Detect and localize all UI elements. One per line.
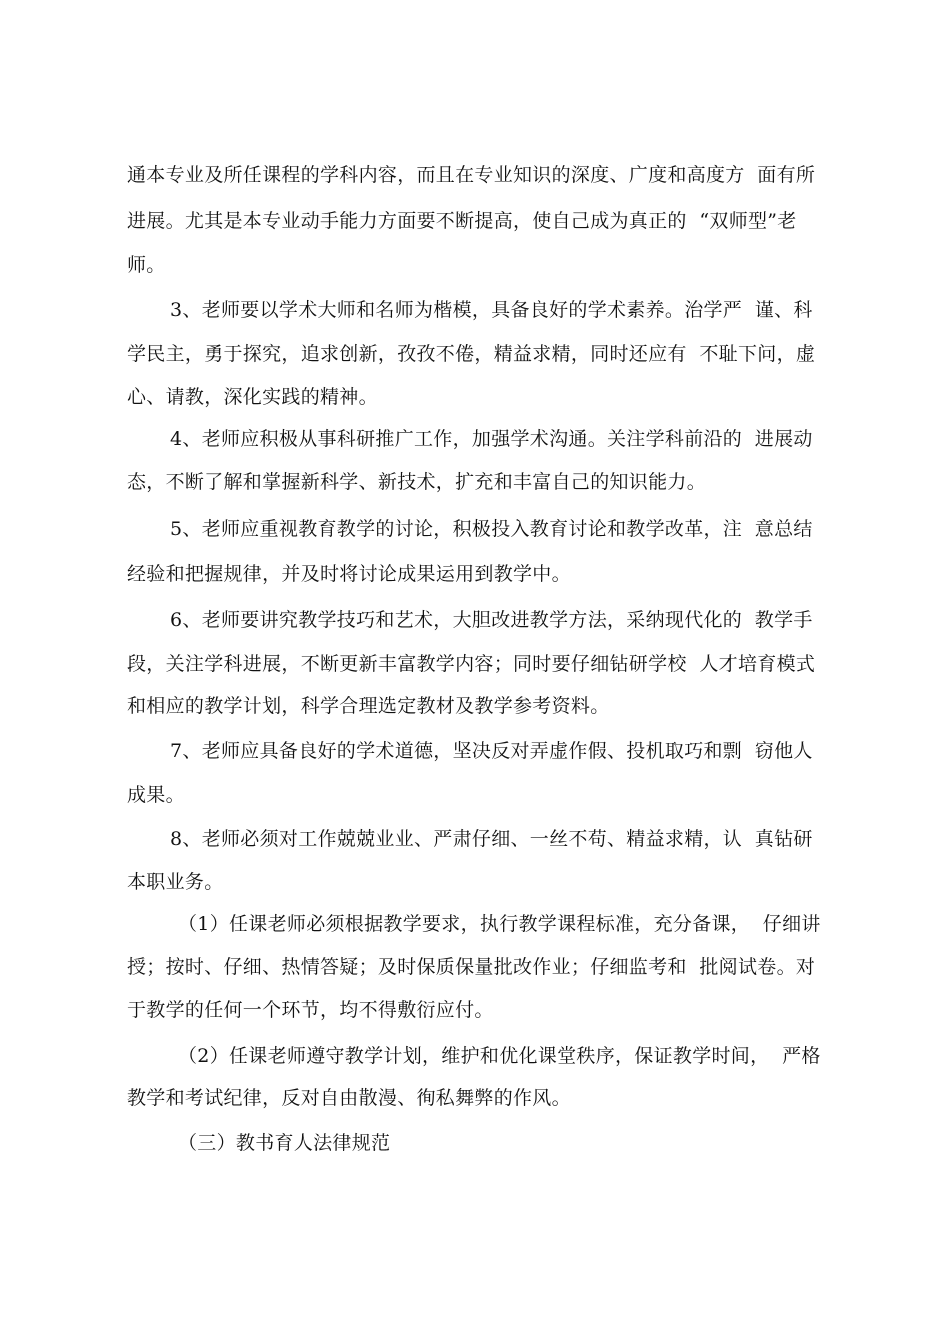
text-line: 授；按时、仔细、热情答疑；及时保质保量批改作业；仔细监考和 批阅试卷。对 [127, 956, 816, 978]
text-line: 心、请教，深化实践的精神。 [127, 386, 378, 408]
text-line: 于教学的任何一个环节，均不得敷衍应付。 [127, 999, 494, 1021]
section-heading: （三）教书育人法律规范 [178, 1132, 391, 1154]
text-line: 学民主，勇于探究，追求创新，孜孜不倦，精益求精，同时还应有 不耻下问，虚 [127, 343, 816, 365]
paragraph-6-start: 6、老师要讲究教学技巧和艺术，大胆改进教学方法，采纳现代化的 教学手 [170, 609, 813, 631]
text-line: 通本专业及所任课程的学科内容，而且在专业知识的深度、广度和高度方 面有所 [127, 164, 816, 186]
text-line: 态，不断了解和掌握新科学、新技术，扩充和丰富自己的知识能力。 [127, 471, 707, 493]
item-1-start: （1）任课老师必须根据教学要求，执行教学课程标准，充分备课， 仔细讲 [178, 913, 821, 935]
text-line: 和相应的教学计划，科学合理选定教材及教学参考资料。 [127, 695, 610, 717]
text-line: 教学和考试纪律，反对自由散漫、徇私舞弊的作风。 [127, 1087, 571, 1109]
text-line: 成果。 [127, 784, 185, 806]
text-line: 经验和把握规律，并及时将讨论成果运用到教学中。 [127, 563, 571, 585]
item-2-start: （2）任课老师遵守教学计划，维护和优化课堂秩序，保证教学时间， 严格 [178, 1045, 821, 1067]
paragraph-5-start: 5、老师应重视教育教学的讨论，积极投入教育讨论和教学改革，注 意总结 [170, 518, 813, 540]
paragraph-8-start: 8、老师必须对工作兢兢业业、严肃仔细、一丝不苟、精益求精，认 真钻研 [170, 828, 813, 850]
text-line: 本职业务。 [127, 871, 224, 893]
text-line: 段，关注学科进展，不断更新丰富教学内容；同时要仔细钻研学校 人才培育模式 [127, 653, 816, 675]
paragraph-7-start: 7、老师应具备良好的学术道德，坚决反对弄虚作假、投机取巧和剽 窃他人 [170, 740, 813, 762]
paragraph-4-start: 4、老师应积极从事科研推广工作，加强学术沟通。关注学科前沿的 进展动 [170, 428, 813, 450]
text-line: 进展。尤其是本专业动手能力方面要不断提高，使自己成为真正的 “双师型”老 [127, 210, 797, 232]
text-line: 师。 [127, 254, 166, 276]
paragraph-3-start: 3、老师要以学术大师和名师为楷模，具备良好的学术素养。治学严 谨、科 [170, 299, 813, 321]
